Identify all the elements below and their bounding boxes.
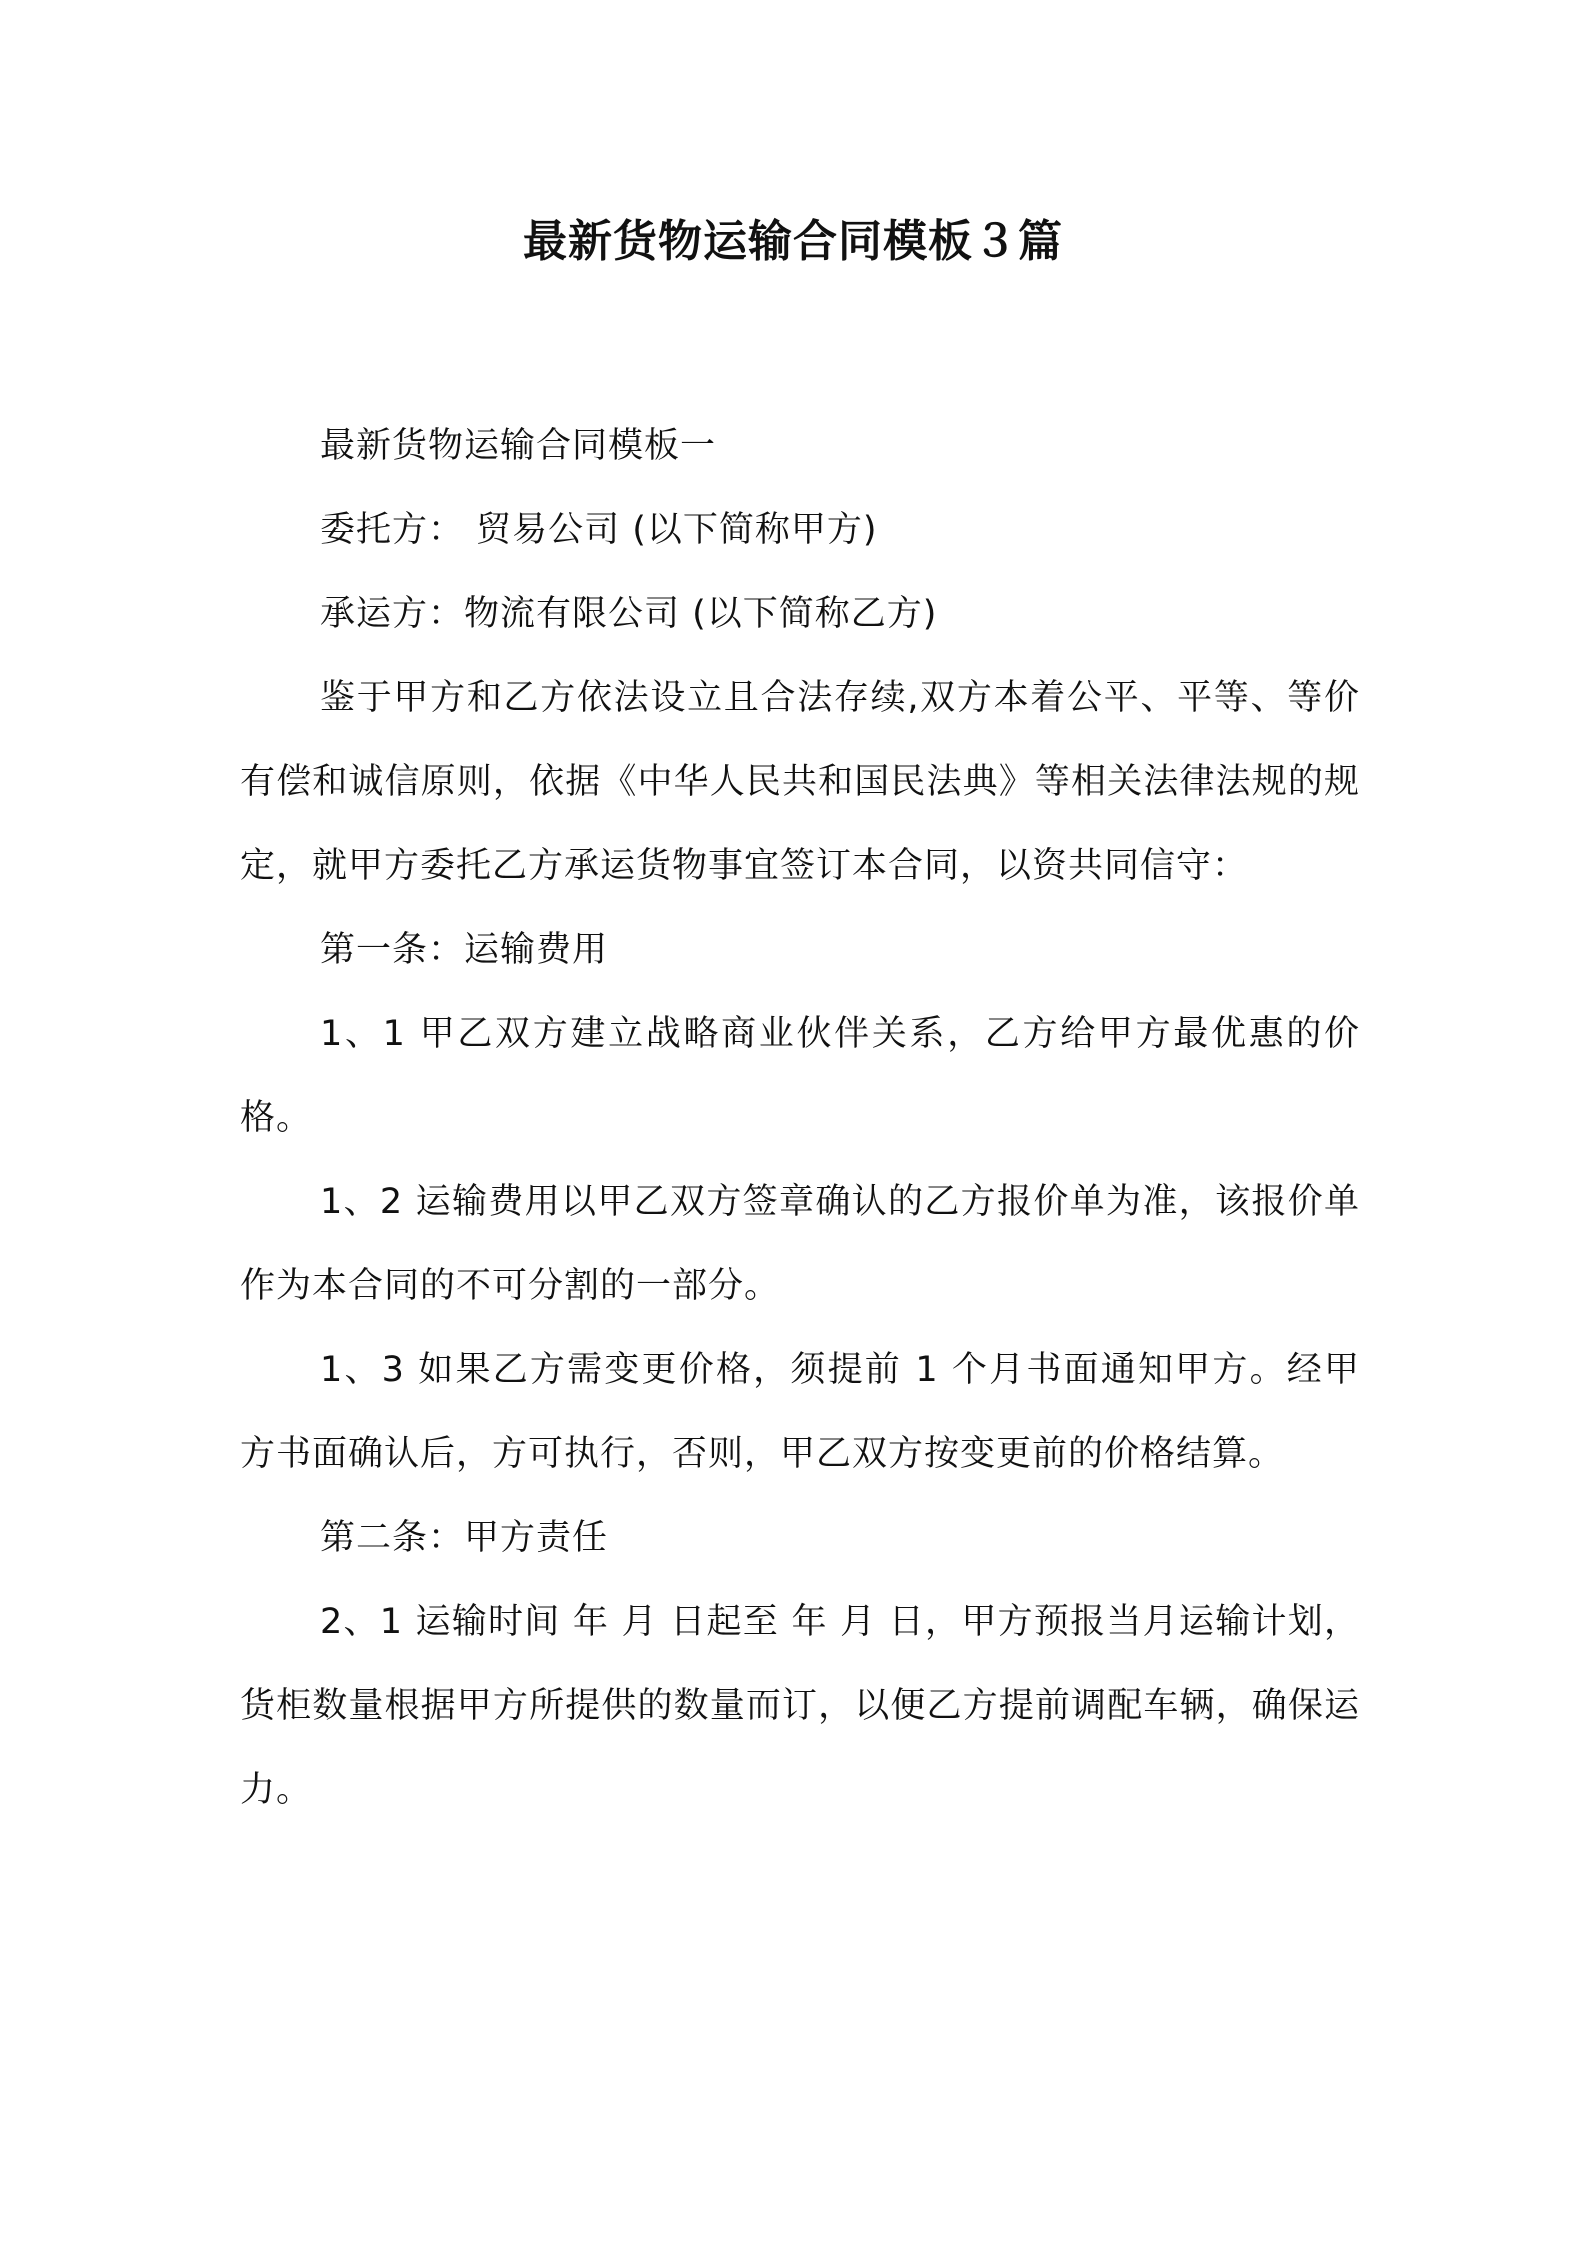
document-body	[240, 404, 1360, 1832]
article-two-heading: 第二条：甲方责任	[320, 1518, 609, 1558]
clause-1-2: 1、2 运输费用以甲乙双方签章确认的乙方报价单为准，该报价单作为本合同的不可分割的一部分。	[240, 1182, 1360, 1306]
clause-1-3: 1、3 如果乙方需变更价格，须提前 1 个月书面通知甲方。经甲方书面确认后，方可执行，否则，甲乙双方按变更前的价格结算。	[240, 1350, 1360, 1474]
preamble-paragraph: 鉴于甲方和乙方依法设立且合法存续,双方本着公平、平等、等价有偿和诚信原则，依据《中华人民共和国民法典》等相关法律法规的规定，就甲方委托乙方承运货物事宜签订本合同，以资共同信守：	[240, 678, 1360, 886]
section-heading-template-one: 最新货物运输合同模板一	[320, 426, 717, 466]
article-one-heading: 第一条：运输费用	[320, 930, 609, 970]
party-a-line: 委托方： 贸易公司 (以下简称甲方)	[320, 510, 878, 550]
document-title: 最新货物运输合同模板３篇	[523, 216, 1063, 267]
clause-2-1: 2、1 运输时间 年 月 日起至 年 月 日，甲方预报当月运输计划，货柜数量根据甲方所提供的数量而订，以便乙方提前调配车辆，确保运力。	[240, 1602, 1360, 1810]
clause-1-1: 1、1 甲乙双方建立战略商业伙伴关系，乙方给甲方最优惠的价格。	[240, 1014, 1360, 1138]
party-b-line: 承运方：物流有限公司 (以下简称乙方)	[320, 594, 938, 634]
